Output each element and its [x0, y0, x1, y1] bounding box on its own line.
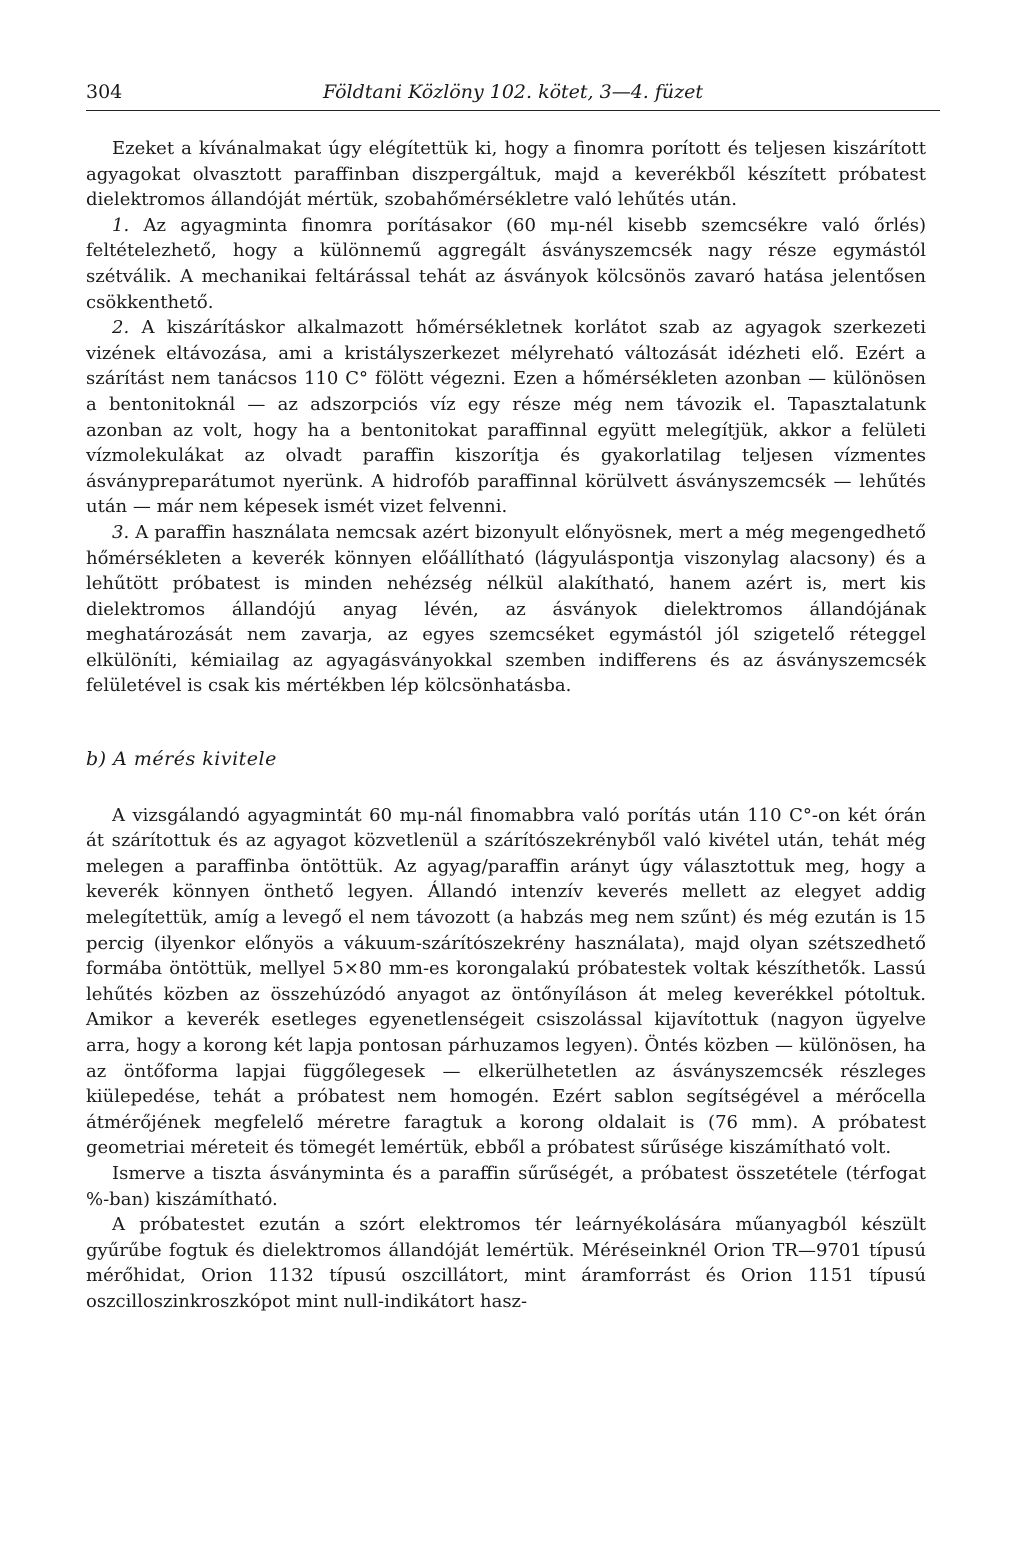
- item-3-text: A paraffin használata nemcsak azért bizonyult előnyösnek, mert a még megengedhető hőmérsékleten a keverék könnyen előállítható (lágyuláspontja viszonylag alacsony) és a lehűtött próbatest is minden nehézség nélkül alakítható, hanem azért is, mert kis dielektromos állandójú anyag lévén, az ásványok dielektromos állandójának meghatározását nem zavarja, az egyes szemcséket egymástól jól szigetelő réteggel elkülöníti, kémiailag az agyagásványokkal szemben indifferens és az ásványszemcsék felületével is csak kis mértékben lép kölcsönhatásba.: [86, 521, 926, 697]
- item-1-text: Az agyagminta finomra porításakor (60 mμ-nél kisebb szemcsékre való őrlés) feltételezhető, hogy a különnemű aggregált ásványszemcsék nagy része egymástól szétválik. A mechanikai feltárással tehát az ásványok kölcsönös zavaró hatása jelentősen csökkenthető.: [86, 214, 926, 313]
- page-header: [86, 80, 940, 104]
- header-rule: [86, 110, 940, 111]
- item-2-paragraph: [86, 315, 926, 520]
- item-1-paragraph: [86, 213, 926, 315]
- section-title: A mérés kivitele: [113, 748, 277, 771]
- intro-paragraph: Ezeket a kívánalmakat úgy elégítettük ki, hogy a finomra porított és teljesen kiszárított agyagokat olvasztott paraffinban diszpergáltuk, majd a keverékből készített próbatest dielektromos állandóját mértük, szobahőmérsékletre való lehűtés után.: [86, 138, 926, 211]
- article-body: [86, 136, 926, 1315]
- item-1-number: 1.: [112, 214, 130, 236]
- section-heading: [86, 747, 926, 773]
- item-2-number: 2.: [112, 317, 130, 339]
- method-paragraph-3: A próbatestet ezután a szórt elektromos tér leárnyékolására műanyagból készült gyűrűbe fogtuk és dielektromos állandóját lemértük. Méréseinknél Orion TR—9701 típusú mérőhidat, Orion 1132 típusú oszcillátort, mint áramforrást és Orion 1151 típusú oszcilloszinkroszkópot mint null-indikátort hasz-: [86, 1214, 926, 1312]
- item-3-number: 3.: [112, 521, 130, 543]
- page-number: 304: [86, 81, 123, 103]
- method-paragraph-2: Ismerve a tiszta ásványminta és a paraffin sűrűségét, a próbatest összetétele (térfogat %-ban) kiszámítható.: [86, 1162, 926, 1210]
- section-label: b): [86, 748, 107, 771]
- item-2-text: A kiszárításkor alkalmazott hőmérsékletnek korlátot szab az agyagok szerkezeti vizének eltávozása, ami a kristályszerkezet mélyreható változását idézheti elő. Ezért a szárítást nem tanácsos 110 C° fölött végezni. Ezen a hőmérsékleten azonban — különösen a bentonitoknál — az adszorpciós víz egy része még nem távozik el. Tapasztalatunk azonban az volt, hogy ha a bentonitokat paraffinnal együtt melegítjük, akkor a felületi vízmolekulákat az olvadt paraffin kiszorítja és gyakorlatilag teljesen vízmentes ásványpreparátumot nyerünk. A hidrofób paraffinnal körülvett ásványszemcsék — lehűtés után — már nem képesek ismét vizet felvenni.: [86, 317, 926, 518]
- item-3-paragraph: [86, 520, 926, 699]
- method-paragraph-1: A vizsgálandó agyagmintát 60 mμ-nál finomabbra való porítás után 110 C°-on két órán át szárítottuk és az agyagot közvetlenül a szárítószekrényből való kivétel után, tehát még melegen a paraffinba öntöttük. Az agyag/paraffin arányt úgy választottuk meg, hogy a keverék könnyen önthető legyen. Állandó intenzív keverés mellett az elegyet addig melegítettük, amíg a levegő el nem távozott (a habzás meg nem szűnt) és még ezután is 15 percig (ilyenkor előnyös a vákuum-szárítószekrény használata), majd olyan szétszedhető formába öntöttük, mellyel 5×80 mm-es korongalakú próbatestek voltak készíthetők. Lassú lehűtés közben az összehúzódó anyagot az öntőnyíláson át meleg keverékkel pótoltuk. Amikor a keverék esetleges egyenetlenségeit csiszolással kijavítottuk (nagyon ügyelve arra, hogy a korong két lapja pontosan párhuzamos legyen). Öntés közben — különösen, ha az öntőforma lapjai függőlegesek — elkerülhetetlen az ásványszemcsék részleges kiülepedése, tehát a próbatest nem homogén. Ezért sablon segítségével a mérőcella átmérőjének megfelelő méretre faragtuk a korong oldalait is (76 mm). A próbatest geometriai méreteit és tömegét lemértük, ebből a próbatest sűrűsége kiszámítható volt.: [86, 804, 926, 1159]
- journal-title: Földtani Közlöny 102. kötet, 3—4. füzet: [322, 81, 704, 103]
